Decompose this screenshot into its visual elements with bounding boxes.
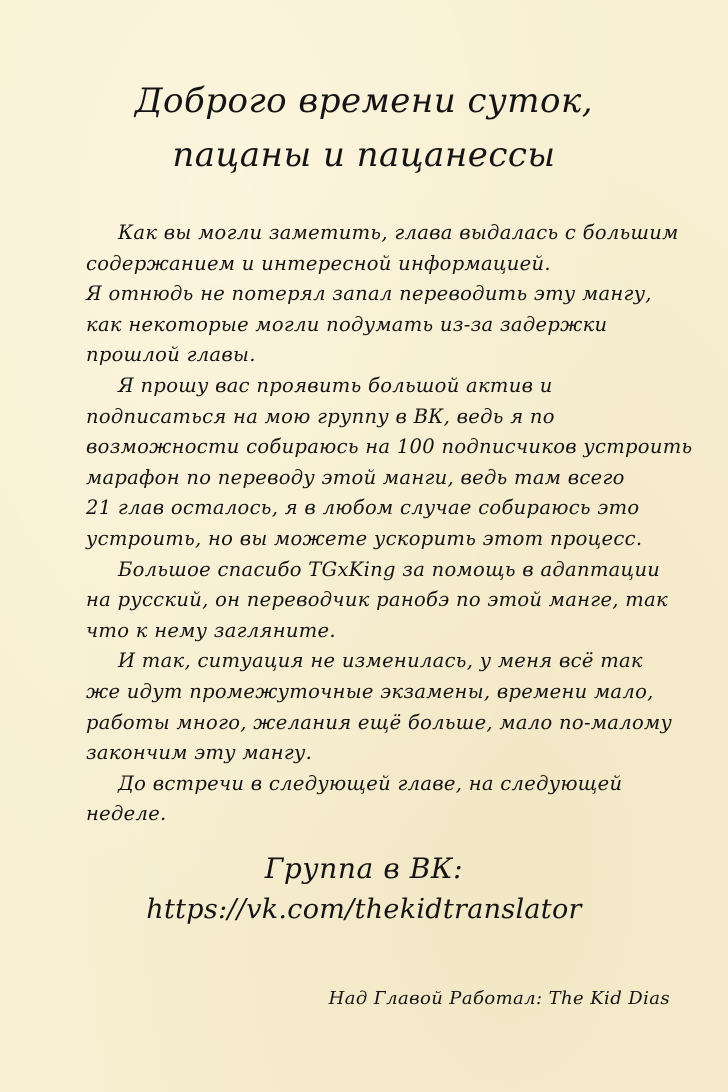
vk-group-link[interactable]: https://vk.com/thekidtranslator bbox=[146, 894, 582, 925]
body-line: До встречи в следующей главе, на следующей bbox=[118, 771, 623, 795]
body-line: марафон по переводу этой манги, ведь там всего bbox=[86, 465, 625, 489]
body-line: содержанием и интересной информацией. bbox=[86, 251, 551, 275]
body-line: что к нему загляните. bbox=[86, 618, 336, 642]
body-line: как некоторые могли подумать из-за задержки bbox=[86, 312, 608, 336]
vk-group-label: Группа в ВК: bbox=[264, 852, 464, 885]
body-line: Я прошу вас проявить большой актив и bbox=[118, 373, 553, 397]
body-line: возможности собираюсь на 100 подписчиков устроить bbox=[86, 435, 693, 459]
body-line: работы много, желания ещё больше, мало по-малому bbox=[86, 710, 673, 734]
body-line: же идут промежуточные экзамены, времени мало, bbox=[86, 679, 654, 703]
body-line: Я отнюдь не потерял запал переводить эту мангу, bbox=[86, 282, 652, 306]
body-line: И так, ситуация не изменилась, у меня всё так bbox=[118, 649, 643, 673]
body-line: закончим эту мангу. bbox=[86, 741, 313, 765]
body-line: прошлой главы. bbox=[86, 343, 256, 367]
title-line-2: пацаны и пацанессы bbox=[172, 135, 556, 175]
body-line: 21 глав осталось, я в любом случае собираюсь это bbox=[86, 496, 640, 520]
credits: Над Главой Работал: The Kid Dias bbox=[328, 988, 670, 1009]
body-line: неделе. bbox=[86, 802, 167, 826]
body-line: Большое спасибо TGxKing за помощь в адаптации bbox=[118, 557, 661, 581]
title-line-1: Доброго времени суток, bbox=[134, 81, 594, 121]
body-line: Как вы могли заметить, глава выдалась с большим bbox=[118, 221, 679, 244]
body-line: подписаться на мою группу в ВК, ведь я по bbox=[86, 404, 555, 428]
body-line: устроить, но вы можете ускорить этот процесс. bbox=[86, 526, 643, 550]
body-line: на русский, он переводчик ранобэ по этой манге, так bbox=[86, 588, 668, 612]
letter-body bbox=[86, 218, 693, 830]
